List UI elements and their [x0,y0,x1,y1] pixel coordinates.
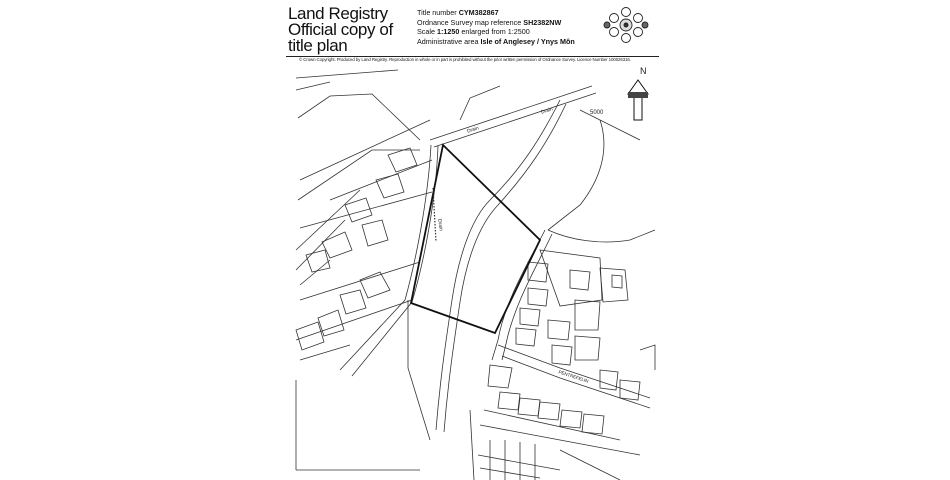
title-boundary [411,145,540,333]
copyright-notice: © Crown Copyright. Produced by Land Registry. Reproduction in whole or in part is prohibited without the prior written permission of Ordnance Survey. Licence Number 100026316. [299,57,631,62]
title-line-2: Official copy of [288,20,393,39]
scale-value: 1:1250 [436,27,460,36]
os-reference: SH2382NW [523,17,562,27]
scale-row: Scale 1:1250 enlarged from 1:2500 [417,27,530,36]
drain-label-upper: Drain [540,106,554,116]
drain-label-vertical: Drain [436,218,444,232]
north-label: N [640,66,647,76]
title-line-3: title plan [288,36,348,55]
admin-area-row: Administrative area Isle of Anglesey / Ynys Môn [417,36,575,46]
os-reference-row: Ordnance Survey map reference SH2382NW [417,17,562,27]
drain-label-lower: Drain [466,125,480,135]
parcel-number: 5000 [590,110,604,116]
admin-area: Isle of Anglesey / Ynys Môn [480,36,575,46]
street-name-label: PENTREFELIN [557,369,590,384]
title-number-row: Title number CYM382867 [417,8,499,17]
title-line-1: Land Registry [288,4,388,23]
title-number: CYM382867 [458,8,499,17]
north-arrow-icon [628,80,648,120]
